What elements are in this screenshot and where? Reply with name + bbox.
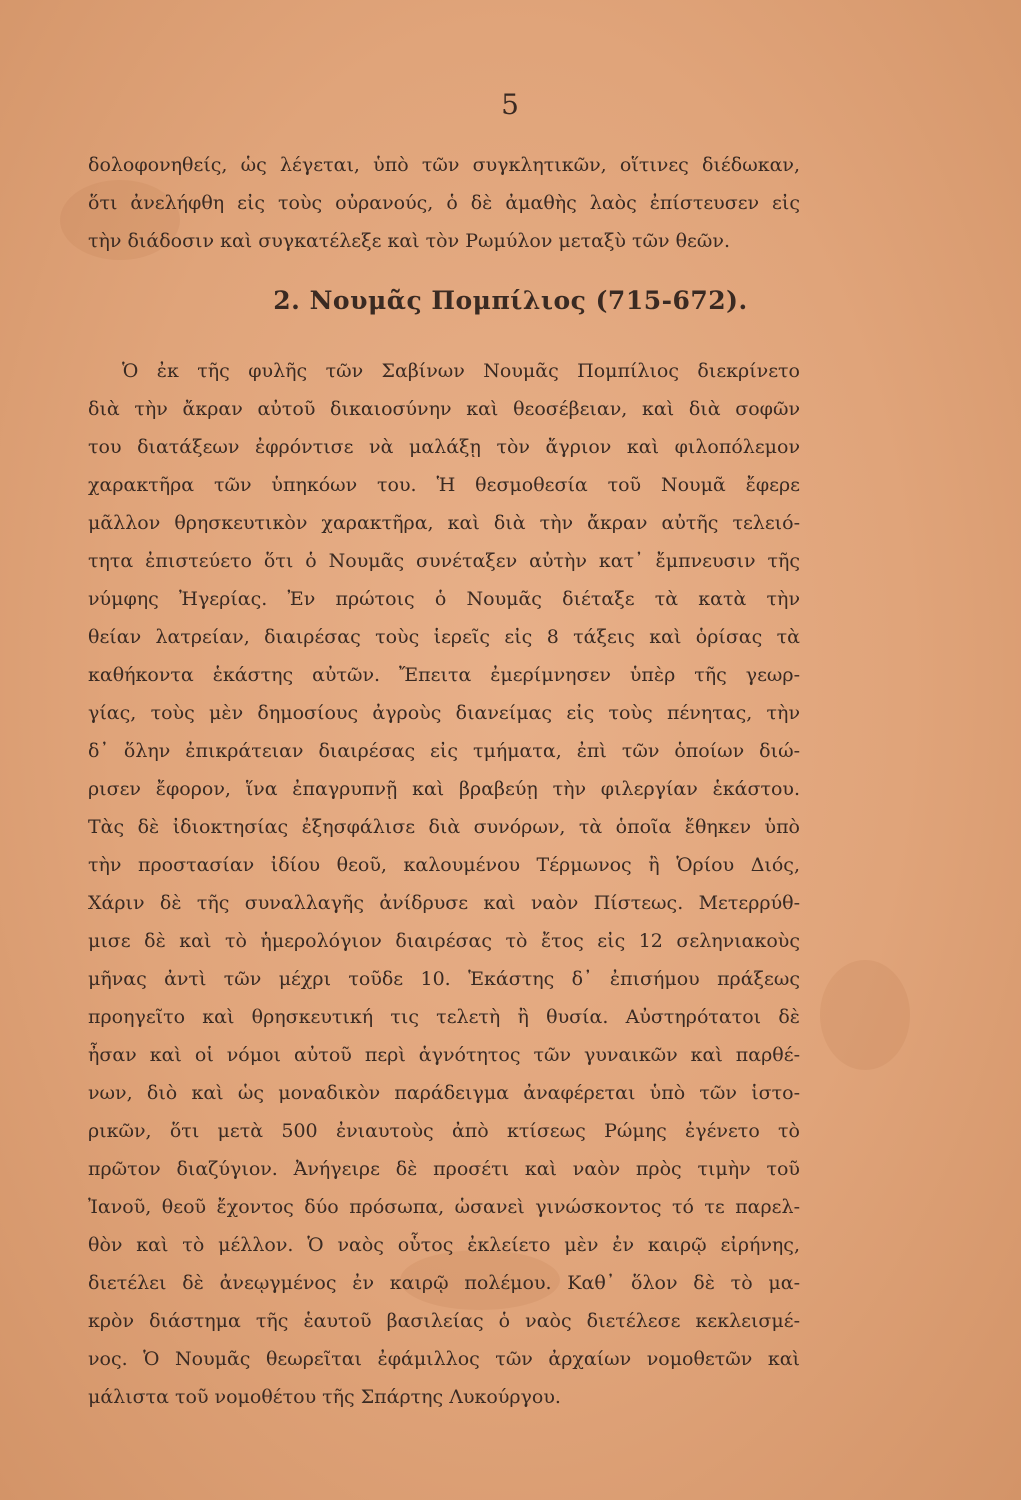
intro-paragraph bbox=[88, 146, 800, 260]
text-line: πρῶτον διαζύγιον. Ἀνήγειρε δὲ προσέτι καὶ ναὸν πρὸς τιμὴν τοῦ bbox=[88, 1158, 800, 1180]
text-line: ρικῶν, ὅτι μετὰ 500 ἐνιαυτοὺς ἀπὸ κτίσεως Ρώμης ἐγένετο τὸ bbox=[88, 1120, 800, 1142]
text-line: Τὰς δὲ ἰδιοκτησίας ἐξησφάλισε διὰ συνόρων, τὰ ὁποῖα ἔθηκεν ὑπὸ bbox=[88, 816, 800, 838]
text-line: τὴν προστασίαν ἰδίου θεοῦ, καλουμένου Τέρμωνος ἢ Ὁρίου Διός, bbox=[88, 854, 800, 876]
text-line: μισε δὲ καὶ τὸ ἡμερολόγιον διαιρέσας τὸ ἔτος εἰς 12 σεληνιακοὺς bbox=[88, 930, 800, 952]
text-line: καθήκοντα ἑκάστης αὐτῶν. Ἔπειτα ἐμερίμνησεν ὑπὲρ τῆς γεωρ- bbox=[88, 664, 800, 686]
text-line: μῆνας ἀντὶ τῶν μέχρι τοῦδε 10. Ἑκάστης δ᾽ ἐπισήμου πράξεως bbox=[88, 968, 800, 990]
section-heading: 2. Νουμᾶς Πομπίλιος (715-672). bbox=[273, 286, 748, 315]
text-line: θὸν καὶ τὸ μέλλον. Ὁ ναὸς οὗτος ἐκλείετο μὲν ἐν καιρῷ εἰρήνης, bbox=[88, 1234, 800, 1256]
text-line: κρὸν διάστημα τῆς ἑαυτοῦ βασιλείας ὁ ναὸς διετέλεσε κεκλεισμέ- bbox=[88, 1310, 800, 1332]
text-line: θείαν λατρείαν, διαιρέσας τοὺς ἱερεῖς εἰς 8 τάξεις καὶ ὁρίσας τὰ bbox=[88, 626, 800, 648]
text-line: νος. Ὁ Νουμᾶς θεωρεῖται ἐφάμιλλος τῶν ἀρχαίων νομοθετῶν καὶ bbox=[88, 1348, 800, 1370]
text-line: γίας, τοὺς μὲν δημοσίους ἀγροὺς διανείμας εἰς τοὺς πένητας, τὴν bbox=[88, 702, 800, 724]
text-line: μάλιστα τοῦ νομοθέτου τῆς Σπάρτης Λυκούργου. bbox=[88, 1386, 561, 1408]
text-line: Ἰανοῦ, θεοῦ ἔχοντος δύο πρόσωπα, ὡσανεὶ γινώσκοντος τό τε παρελ- bbox=[88, 1196, 800, 1218]
body-paragraph bbox=[88, 352, 800, 1416]
text-line: προηγεῖτο καὶ θρησκευτική τις τελετὴ ἢ θυσία. Αὐστηρότατοι δὲ bbox=[88, 1006, 800, 1028]
text-line: διετέλει δὲ ἀνεῳγμένος ἐν καιρῷ πολέμου. Καθ᾽ ὅλον δὲ τὸ μα- bbox=[88, 1272, 800, 1294]
text-line: του διατάξεων ἐφρόντισε νὰ μαλάξῃ τὸν ἄγριον καὶ φιλοπόλεμον bbox=[88, 436, 800, 458]
page-number: 5 bbox=[501, 88, 520, 121]
text-line: χαρακτῆρα τῶν ὑπηκόων του. Ἡ θεσμοθεσία τοῦ Νουμᾶ ἔφερε bbox=[88, 474, 800, 496]
text-line: τὴν διάδοσιν καὶ συγκατέλεξε καὶ τὸν Ρωμύλον μεταξὺ τῶν θεῶν. bbox=[88, 230, 730, 252]
text-line: μᾶλλον θρησκευτικὸν χαρακτῆρα, καὶ διὰ τὴν ἄκραν αὐτῆς τελειό- bbox=[88, 512, 800, 534]
text-line: διὰ τὴν ἄκραν αὐτοῦ δικαιοσύνην καὶ θεοσέβειαν, καὶ διὰ σοφῶν bbox=[88, 398, 800, 420]
text-line: τητα ἐπιστεύετο ὅτι ὁ Νουμᾶς συνέταξεν αὐτὴν κατ᾽ ἔμπνευσιν τῆς bbox=[88, 550, 800, 572]
text-line: ἦσαν καὶ οἱ νόμοι αὐτοῦ περὶ ἁγνότητος τῶν γυναικῶν καὶ παρθέ- bbox=[88, 1044, 800, 1066]
text-line: ρισεν ἔφορον, ἵνα ἐπαγρυπνῇ καὶ βραβεύῃ τὴν φιλεργίαν ἑκάστου. bbox=[88, 778, 800, 800]
text-line: δολοφονηθείς, ὡς λέγεται, ὑπὸ τῶν συγκλητικῶν, οἵτινες διέδωκαν, bbox=[88, 154, 800, 176]
paper-stain bbox=[820, 960, 910, 1070]
text-line: δ᾽ ὅλην ἐπικράτειαν διαιρέσας εἰς τμήματα, ἐπὶ τῶν ὁποίων διώ- bbox=[88, 740, 800, 762]
text-line: νύμφης Ἠγερίας. Ἐν πρώτοις ὁ Νουμᾶς διέταξε τὰ κατὰ τὴν bbox=[88, 588, 800, 610]
text-line: ὅτι ἀνελήφθη εἰς τοὺς οὐρανούς, ὁ δὲ ἀμαθὴς λαὸς ἐπίστευσεν εἰς bbox=[88, 192, 800, 214]
text-line: Ὁ ἐκ τῆς φυλῆς τῶν Σαβίνων Νουμᾶς Πομπίλιος διεκρίνετο bbox=[122, 360, 800, 382]
text-line: Χάριν δὲ τῆς συναλλαγῆς ἀνίδρυσε καὶ ναὸν Πίστεως. Μετερρύθ- bbox=[88, 892, 800, 914]
text-line: νων, διὸ καὶ ὡς μοναδικὸν παράδειγμα ἀναφέρεται ὑπὸ τῶν ἱστο- bbox=[88, 1082, 800, 1104]
